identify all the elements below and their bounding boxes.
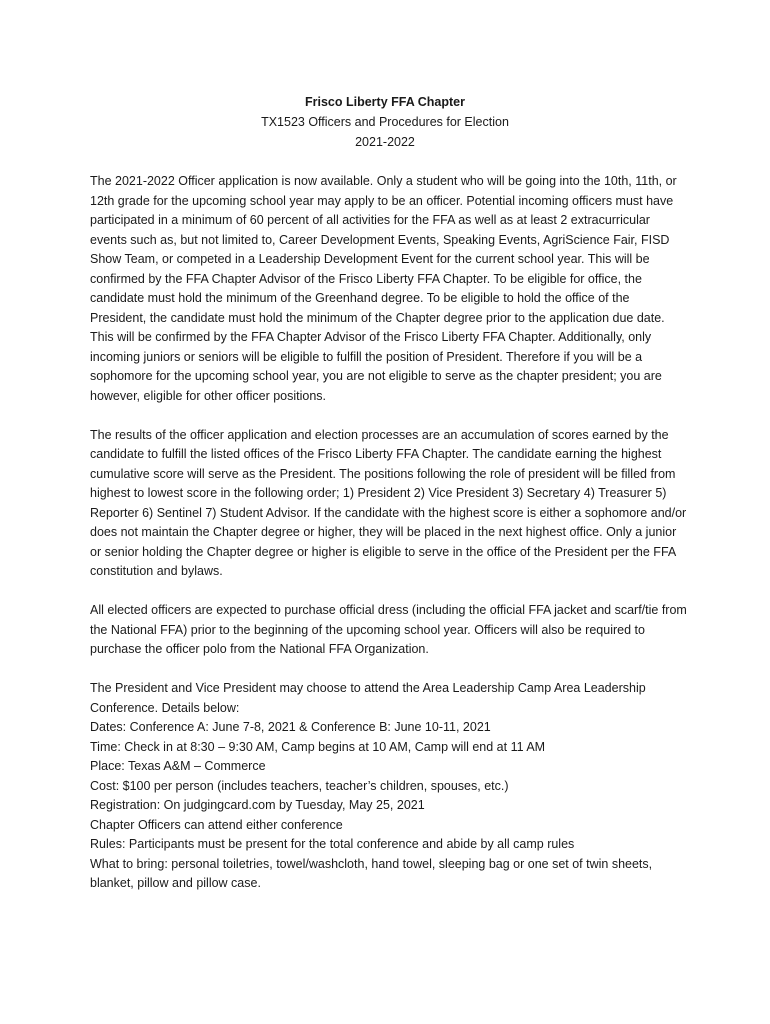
camp-time: Time: Check in at 8:30 – 9:30 AM, Camp begins at 10 AM, Camp will end at 11 AM bbox=[90, 739, 546, 754]
eligibility-paragraph: The 2021-2022 Officer application is now available. Only a student who will be going into the 10th, 11th, or 12th grade for the upcoming school year may apply to be an officer. Potential incoming officers must have participated in a minimum of 60 percent of all activities for the FFA as well as at least 2 extracurricular events such as, but not limited to, Career Development Events, Speaking Events, AgriScience Fair, FISD Show Team, or competed in a Leadership Development Event for the current school year. This will be confirmed by the FFA Chapter Advisor of the Frisco Liberty FFA Chapter. To be eligible for office, the candidate must hold the minimum of the Greenhand degree. To be eligible to hold the office of the President, the candidate must hold the minimum of the Chapter degree prior to the application due date. This will be confirmed by the FFA Chapter Advisor of the Frisco Liberty FFA Chapter. Additionally, only incoming juniors or seniors will be eligible to fulfill the position of President. Therefore if you will be a sophomore for the upcoming school year, you are not eligible to serve as the chapter president; you are however, eligible for other officer positions. bbox=[90, 174, 677, 403]
camp-dates: Dates: Conference A: June 7-8, 2021 & Conference B: June 10-11, 2021 bbox=[90, 720, 491, 734]
camp-registration: Registration: On judgingcard.com by Tuesday, May 25, 2021 bbox=[90, 798, 425, 812]
official-dress-paragraph: All elected officers are expected to purchase official dress (including the official FFA jacket and scarf/tie from the National FFA) prior to the beginning of the upcoming school year. Officers will also be required to purchase the officer polo from the National FFA Organization. bbox=[90, 603, 687, 656]
document-year: 2021-2022 bbox=[355, 135, 415, 149]
camp-intro: The President and Vice President may choose to attend the Area Leadership Camp Area Leadership Conference. Details below: bbox=[90, 681, 646, 715]
camp-cost: Cost: $100 per person (includes teachers, teacher’s children, spouses, etc.) bbox=[90, 778, 509, 793]
election-results-paragraph: The results of the officer application and election processes are an accumulation of scores earned by the candidate to fulfill the listed offices of the Frisco Liberty FFA Chapter. The candidate earning the highest cumulative score will serve as the President. The positions following the role of president will be filled from highest to lowest score in the following order; 1) President 2) Vice President 3) Secretary 4) Treasurer 5) Reporter 6) Sentinel 7) Student Advisor. If the candidate with the highest score is either a sophomore and/or does not maintain the Chapter degree or higher, they will be placed in the next highest office. Only a junior or senior holding the Chapter degree or higher is eligible to serve in the office of the President per the FFA constitution and bylaws. bbox=[90, 427, 687, 578]
camp-details bbox=[90, 679, 688, 894]
document-header bbox=[0, 92, 770, 152]
camp-officers-note: Chapter Officers can attend either conference bbox=[90, 817, 343, 832]
camp-place: Place: Texas A&M – Commerce bbox=[90, 759, 266, 773]
camp-what-to-bring: What to bring: personal toiletries, towel/washcloth, hand towel, sleeping bag or one set of twin sheets, blanket, pillow and pillow case. bbox=[90, 856, 653, 890]
document-subtitle: TX1523 Officers and Procedures for Election bbox=[261, 115, 509, 129]
document-body bbox=[90, 172, 688, 894]
camp-rules: Rules: Participants must be present for the total conference and abide by all camp rules bbox=[90, 837, 575, 851]
document-title: Frisco Liberty FFA Chapter bbox=[305, 95, 465, 109]
